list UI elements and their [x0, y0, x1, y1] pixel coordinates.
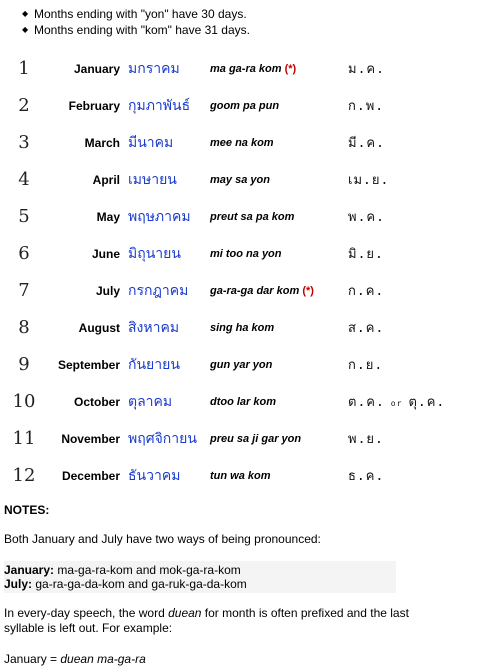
month-row: [6, 420, 445, 457]
romanization-text: sing ha kom: [210, 321, 275, 334]
month-english: August: [78, 320, 120, 335]
speech-text-2: for month is often prefixed and the last syllable is left out. For example:: [4, 606, 409, 635]
romanization-text: ga-ra-ga dar kom: [210, 284, 300, 297]
month-english: January: [73, 61, 120, 76]
month-romanization: [210, 346, 348, 383]
january-label: January:: [4, 563, 55, 577]
month-thai: ธันวาคม: [128, 467, 181, 484]
or-word: or: [390, 399, 403, 408]
month-thai: พฤศจิกายน: [128, 430, 197, 447]
month-english: April: [92, 172, 120, 187]
romanization-text: may sa yon: [210, 173, 270, 186]
month-number: 2: [18, 95, 30, 116]
month-english: October: [73, 394, 120, 409]
month-number: 5: [18, 206, 30, 227]
rule-text: Months ending with "yon" have 30 days.: [34, 7, 247, 21]
abbreviation-text: พ.ย.: [348, 432, 384, 447]
month-thai: กรกฎาคม: [128, 282, 189, 299]
month-abbreviation: [348, 346, 445, 383]
romanization-text: ma ga-ra kom: [210, 62, 282, 75]
pronunciation-box: [4, 561, 396, 593]
month-abbreviation: [348, 235, 445, 272]
example-value: duean ma-ga-ra: [60, 652, 146, 666]
romanization-text: gun yar yon: [210, 358, 273, 371]
month-number: 6: [18, 243, 30, 264]
abbreviation-text: ธ.ค.: [348, 469, 385, 484]
abbreviation-text: ต.ค.: [348, 395, 385, 410]
month-english: December: [61, 468, 120, 483]
romanization-text: preu sa ji gar yon: [210, 432, 302, 445]
example-line: [4, 652, 146, 666]
abbreviation-text: ก.พ.: [348, 99, 385, 114]
month-row: [6, 457, 445, 494]
month-english: March: [84, 135, 120, 150]
romanization-text: mee na kom: [210, 136, 274, 149]
month-abbreviation: [348, 457, 445, 494]
month-number: 3: [18, 132, 30, 153]
abbreviation-text: ก.ค.: [348, 284, 385, 299]
month-english: November: [61, 431, 120, 446]
month-romanization: [210, 198, 348, 235]
romanization-text: dtoo lar kom: [210, 395, 277, 408]
month-romanization: [210, 309, 348, 346]
month-abbreviation: [348, 272, 445, 309]
month-thai: เมษายน: [128, 171, 177, 188]
bullet-icon: ◆: [22, 25, 29, 34]
month-english: May: [96, 209, 120, 224]
notes-intro: Both January and July have two ways of being pronounced:: [4, 532, 321, 546]
july-label: July:: [4, 577, 33, 591]
month-thai: ตุลาคม: [128, 393, 173, 410]
month-romanization: [210, 420, 348, 457]
rules-list: [22, 6, 250, 38]
month-abbreviation: [348, 383, 445, 420]
rule-item: [22, 22, 250, 38]
month-row: [6, 50, 445, 87]
month-row: [6, 383, 445, 420]
month-abbreviation: [348, 50, 445, 87]
month-abbreviation: [348, 420, 445, 457]
months-table: [6, 50, 445, 494]
rule-text: Months ending with "kom" have 31 days.: [34, 23, 250, 37]
july-variants: ga-ra-ga-da-kom and ga-ruk-ga-da-kom: [32, 577, 247, 591]
month-row: [6, 124, 445, 161]
romanization-text: mi too na yon: [210, 247, 282, 260]
month-romanization: [210, 87, 348, 124]
bullet-icon: ◆: [22, 9, 29, 18]
january-variants: ma-ga-ra-kom and mok-ga-ra-kom: [54, 563, 241, 577]
month-thai: มีนาคม: [128, 134, 174, 151]
month-romanization: [210, 124, 348, 161]
month-romanization: [210, 272, 348, 309]
speech-note: [4, 606, 424, 636]
month-romanization: [210, 161, 348, 198]
month-row: [6, 309, 445, 346]
example-label: January =: [4, 652, 61, 666]
abbreviation-text: มิ.ย.: [348, 247, 384, 262]
month-thai: พฤษภาคม: [128, 208, 191, 225]
romanization-text: tun wa kom: [210, 469, 271, 482]
abbreviation-text: ส.ค.: [348, 321, 385, 336]
notes-title: NOTES:: [4, 503, 50, 517]
month-row: [6, 161, 445, 198]
month-abbreviation: [348, 124, 445, 161]
month-number: 4: [18, 169, 30, 190]
month-english: September: [57, 357, 120, 372]
speech-word: duean: [168, 606, 202, 620]
month-row: [6, 346, 445, 383]
romanization-text: preut sa pa kom: [210, 210, 295, 223]
month-thai: มกราคม: [128, 60, 180, 77]
month-abbreviation: [348, 161, 445, 198]
month-number: 1: [18, 58, 30, 79]
january-pronunciation: [4, 563, 396, 577]
month-thai: กันยายน: [128, 356, 180, 373]
month-number: 8: [18, 317, 30, 338]
alt-abbreviation: ตุ.ค.: [408, 395, 446, 410]
month-english: February: [68, 98, 120, 113]
month-romanization: [210, 457, 348, 494]
speech-text-1: In every-day speech, the word: [4, 606, 169, 620]
month-thai: กุมภาพันธ์: [128, 97, 191, 114]
asterisk-marker: (*): [284, 62, 297, 75]
month-number: 9: [18, 354, 30, 375]
month-row: [6, 87, 445, 124]
abbreviation-text: เม.ย.: [348, 173, 390, 188]
abbreviation-text: มี.ค.: [348, 136, 385, 151]
abbreviation-text: พ.ค.: [348, 210, 385, 225]
month-romanization: [210, 383, 348, 420]
abbreviation-text: ก.ย.: [348, 358, 384, 373]
month-number: 12: [12, 465, 36, 486]
romanization-text: goom pa pun: [210, 99, 280, 112]
month-number: 10: [12, 391, 36, 412]
month-abbreviation: [348, 309, 445, 346]
month-abbreviation: [348, 198, 445, 235]
month-row: [6, 198, 445, 235]
abbreviation-text: ม.ค.: [348, 62, 385, 77]
month-row: [6, 235, 445, 272]
month-english: July: [95, 283, 120, 298]
month-abbreviation: [348, 87, 445, 124]
month-thai: สิงหาคม: [128, 319, 180, 336]
asterisk-marker: (*): [302, 284, 314, 297]
month-number: 7: [18, 280, 30, 301]
month-romanization: [210, 235, 348, 272]
month-number: 11: [12, 428, 36, 449]
month-row: [6, 272, 445, 309]
month-thai: มิถุนายน: [128, 245, 181, 262]
rule-item: [22, 6, 250, 22]
july-pronunciation: [4, 577, 396, 591]
month-english: June: [91, 246, 120, 261]
month-romanization: [210, 50, 348, 87]
